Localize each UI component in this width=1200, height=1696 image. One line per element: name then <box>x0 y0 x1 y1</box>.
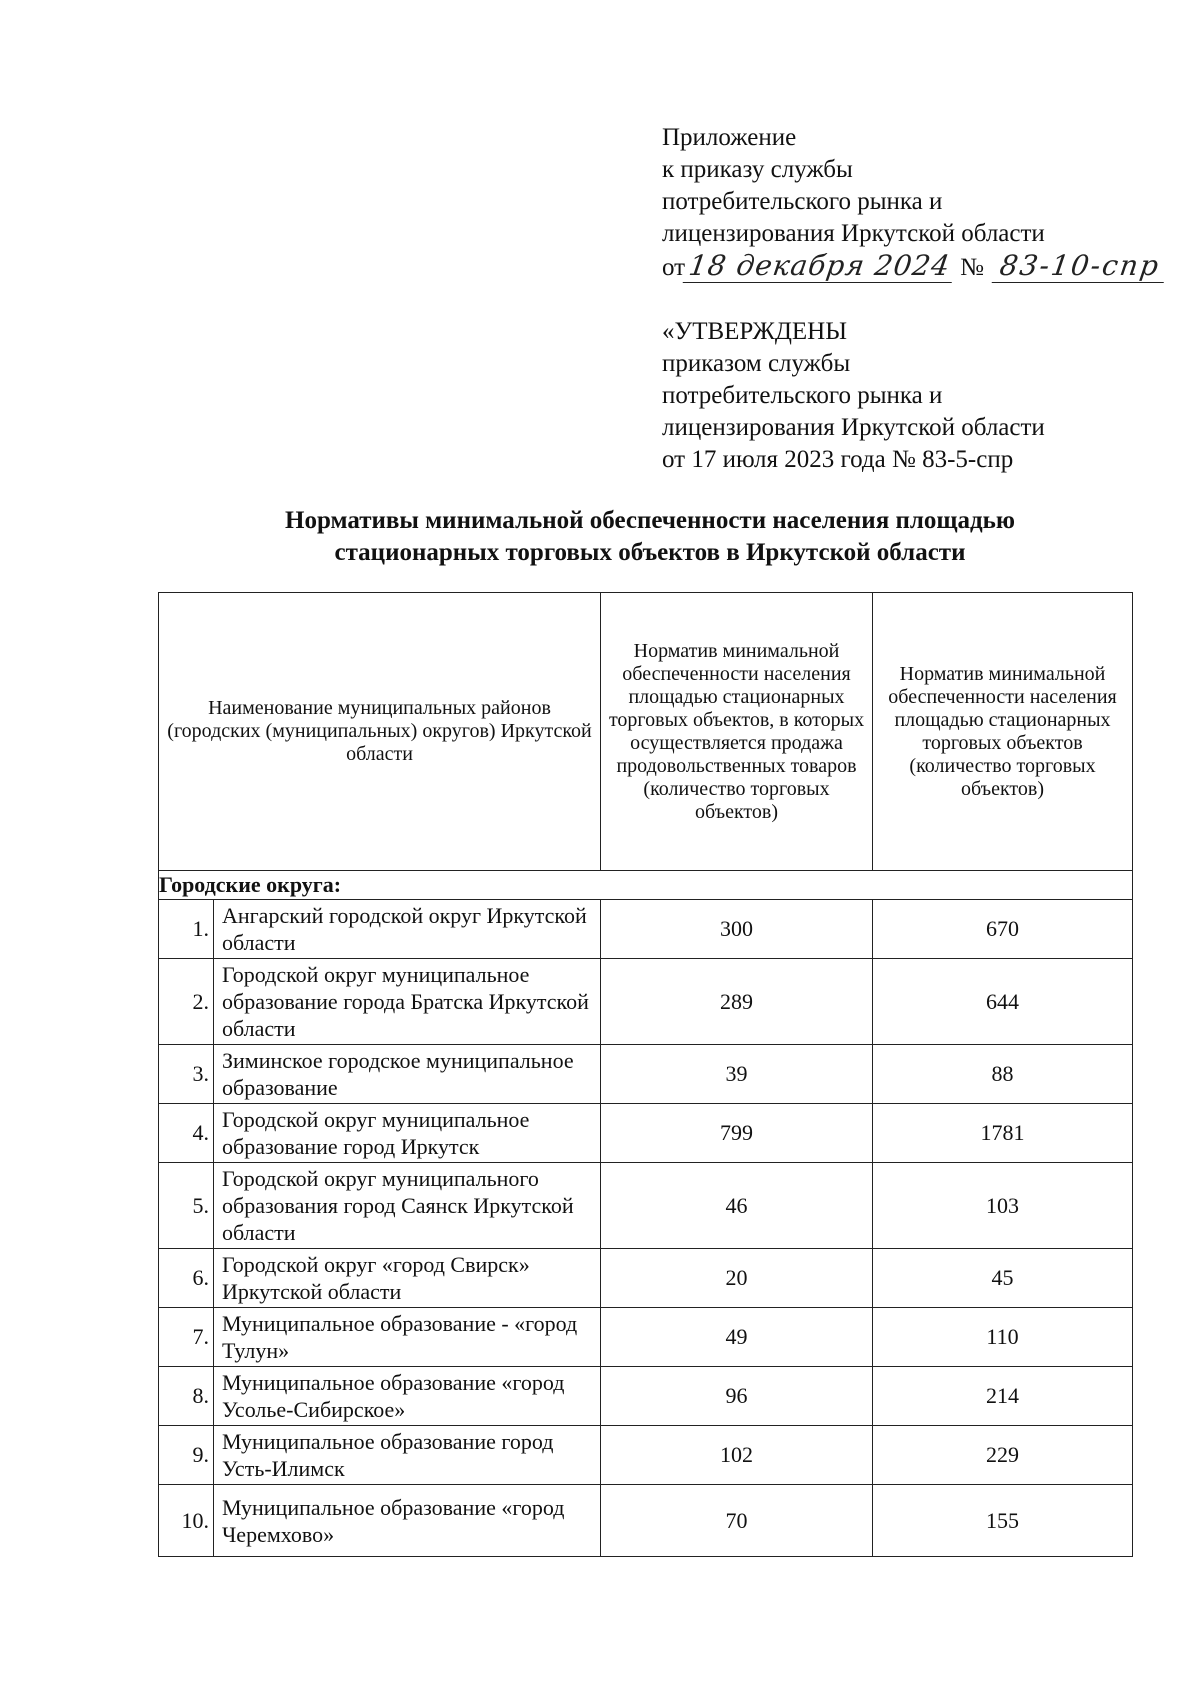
row-total-value: 1781 <box>873 1104 1133 1163</box>
row-total-value: 214 <box>873 1367 1133 1426</box>
row-total-value: 88 <box>873 1045 1133 1104</box>
row-name: Городской округ муниципальное образование город Иркутск <box>214 1104 601 1163</box>
handwritten-date: 18 декабря 2024 <box>683 250 957 283</box>
section-row <box>159 871 1133 900</box>
approved-line: потребительского рынка и <box>662 382 943 409</box>
row-food-value: 300 <box>601 900 873 959</box>
row-food-value: 289 <box>601 959 873 1045</box>
row-food-value: 46 <box>601 1163 873 1249</box>
table-row <box>159 1426 1133 1485</box>
document-title-line: стационарных торговых объектов в Иркутской области <box>334 539 966 566</box>
approved-block <box>662 316 1045 476</box>
row-number: 1. <box>159 900 214 959</box>
row-number: 9. <box>159 1426 214 1485</box>
table-row <box>159 900 1133 959</box>
row-food-value: 102 <box>601 1426 873 1485</box>
appendix-line: к приказу службы <box>662 156 853 183</box>
table-header-row <box>159 593 1133 871</box>
row-food-value: 49 <box>601 1308 873 1367</box>
row-name: Муниципальное образование «город Черемхово» <box>214 1485 601 1557</box>
norms-table <box>158 592 1133 1557</box>
section-label: Городские округа: <box>159 871 1133 900</box>
document-title <box>160 505 1140 569</box>
row-number: 3. <box>159 1045 214 1104</box>
row-food-value: 39 <box>601 1045 873 1104</box>
row-number: 5. <box>159 1163 214 1249</box>
row-total-value: 229 <box>873 1426 1133 1485</box>
row-number: 6. <box>159 1249 214 1308</box>
approved-line: «УТВЕРЖДЕНЫ <box>662 318 848 345</box>
order-date-number-line <box>662 250 1166 284</box>
row-total-value: 103 <box>873 1163 1133 1249</box>
document-title-line: Нормативы минимальной обеспеченности населения площадью <box>285 507 1015 534</box>
row-total-value: 670 <box>873 900 1133 959</box>
row-name: Зиминское городское муниципальное образование <box>214 1045 601 1104</box>
from-label: от <box>662 254 686 281</box>
row-total-value: 45 <box>873 1249 1133 1308</box>
appendix-line: Приложение <box>662 124 797 151</box>
row-number: 4. <box>159 1104 214 1163</box>
table-row <box>159 1308 1133 1367</box>
row-food-value: 20 <box>601 1249 873 1308</box>
header-total-norm: Норматив минимальной обеспеченности населения площадью стационарных торговых объектов (количество торговых объектов) <box>873 593 1133 871</box>
table-row <box>159 1249 1133 1308</box>
row-name: Муниципальное образование - «город Тулун» <box>214 1308 601 1367</box>
row-food-value: 70 <box>601 1485 873 1557</box>
row-name: Городской округ «город Свирск» Иркутской области <box>214 1249 601 1308</box>
row-total-value: 110 <box>873 1308 1133 1367</box>
handwritten-number: 83-10-спр <box>992 250 1168 283</box>
appendix-line: лицензирования Иркутской области <box>662 220 1045 247</box>
row-name: Муниципальное образование «город Усолье-Сибирское» <box>214 1367 601 1426</box>
number-label: № <box>960 254 984 281</box>
row-total-value: 155 <box>873 1485 1133 1557</box>
table-row <box>159 1367 1133 1426</box>
table-row <box>159 1104 1133 1163</box>
approved-line: лицензирования Иркутской области <box>662 414 1045 441</box>
row-name: Городской округ муниципального образования город Саянск Иркутской области <box>214 1163 601 1249</box>
row-number: 8. <box>159 1367 214 1426</box>
row-name: Ангарский городской округ Иркутской области <box>214 900 601 959</box>
row-number: 2. <box>159 959 214 1045</box>
appendix-line: потребительского рынка и <box>662 188 943 215</box>
row-food-value: 799 <box>601 1104 873 1163</box>
table-row <box>159 1485 1133 1557</box>
appendix-block <box>662 122 1166 284</box>
row-name: Муниципальное образование город Усть-Илимск <box>214 1426 601 1485</box>
table-row <box>159 1045 1133 1104</box>
approved-line: от 17 июля 2023 года № 83-5-спр <box>662 446 1014 473</box>
row-total-value: 644 <box>873 959 1133 1045</box>
row-number: 7. <box>159 1308 214 1367</box>
row-name: Городской округ муниципальное образование города Братска Иркутской области <box>214 959 601 1045</box>
table-row <box>159 1163 1133 1249</box>
row-food-value: 96 <box>601 1367 873 1426</box>
approved-line: приказом службы <box>662 350 851 377</box>
header-name: Наименование муниципальных районов (городских (муниципальных) округов) Иркутской области <box>159 593 601 871</box>
header-food-norm: Норматив минимальной обеспеченности населения площадью стационарных торговых объектов, в которых осуществляется продажа продовольственных товаров (количество торговых объектов) <box>601 593 873 871</box>
table-row <box>159 959 1133 1045</box>
row-number: 10. <box>159 1485 214 1557</box>
